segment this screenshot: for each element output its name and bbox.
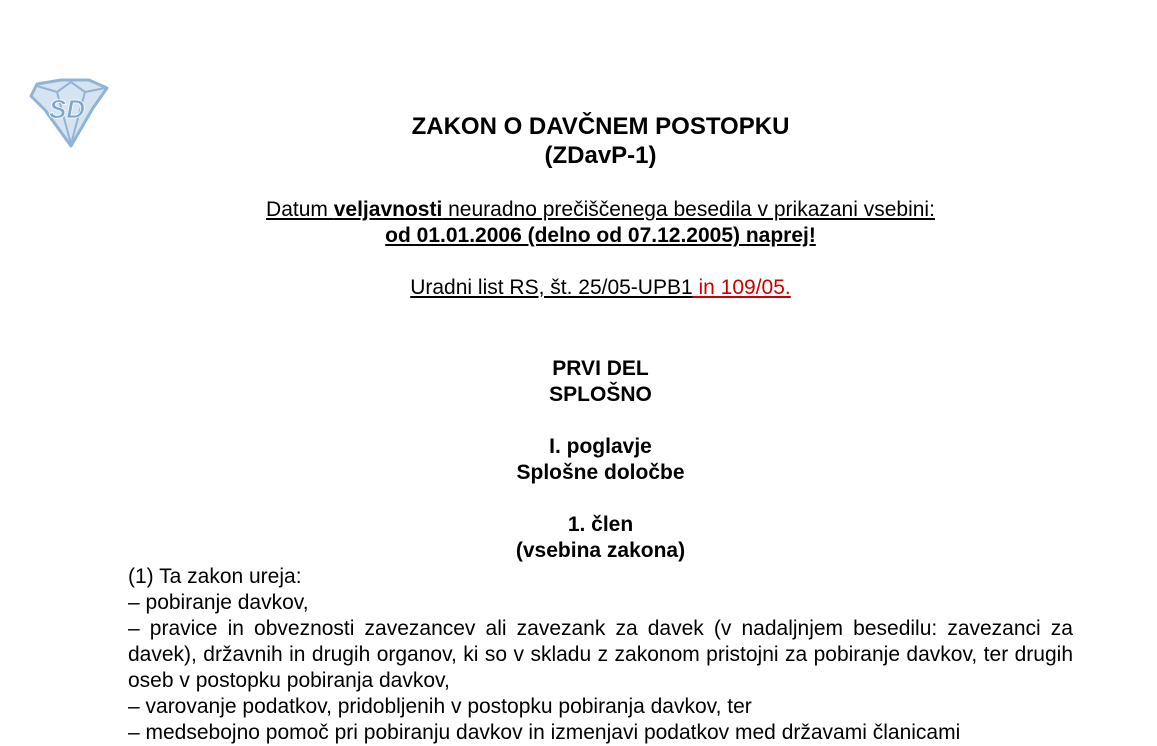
article-number: 1. člen [567,513,634,536]
body-paragraph: – pravice in obveznosti zavezancev ali zavezank za davek (v nadaljnjem besedilu: zavezanci za davek), državnih in drugih organov, ki so v skladu z zakonom pristojni za pobiranje davkov, ter drugih oseb v postopku pobiranja davkov, [128,617,1073,692]
article-body [128,564,1073,746]
chapter-heading [128,434,1073,486]
validity-dates: od 01.01.2006 (delno od 07.12.2005) naprej! [385,224,816,247]
chapter-name: Splošne določbe [516,461,685,484]
gazette-amendment: in 109/05. [692,276,791,299]
gazette-main: Uradni list RS, št. 25/05-UPB1 [410,276,693,299]
law-title: ZAKON O DAVČNEM POSTOPKU [411,113,790,140]
svg-text:SD: SD [48,94,86,124]
body-paragraph: – medsebojno pomoč pri pobiranju davkov in izmenjavi podatkov med državami članicami [128,721,961,744]
document-title [128,112,1073,170]
part-heading [128,356,1073,408]
document-page [128,112,1073,746]
official-gazette-reference [128,275,1073,301]
validity-line: Datum veljavnosti neuradno prečiščenega besedila v prikazani vsebini: [266,198,935,221]
body-paragraph: – varovanje podatkov, pridobljenih v postopku pobiranja davkov, ter [128,695,752,718]
part-number: PRVI DEL [552,357,649,380]
chapter-number: I. poglavje [549,435,652,458]
sd-logo [27,78,111,150]
validity-bold-word: veljavnosti [333,198,443,221]
validity-notice [128,197,1073,249]
article-heading [128,512,1073,564]
body-paragraph: – pobiranje davkov, [128,591,309,614]
body-paragraph: (1) Ta zakon ureja: [128,565,302,588]
law-abbreviation: (ZDavP-1) [544,142,657,169]
article-name: (vsebina zakona) [515,539,686,562]
part-name: SPLOŠNO [549,383,652,406]
